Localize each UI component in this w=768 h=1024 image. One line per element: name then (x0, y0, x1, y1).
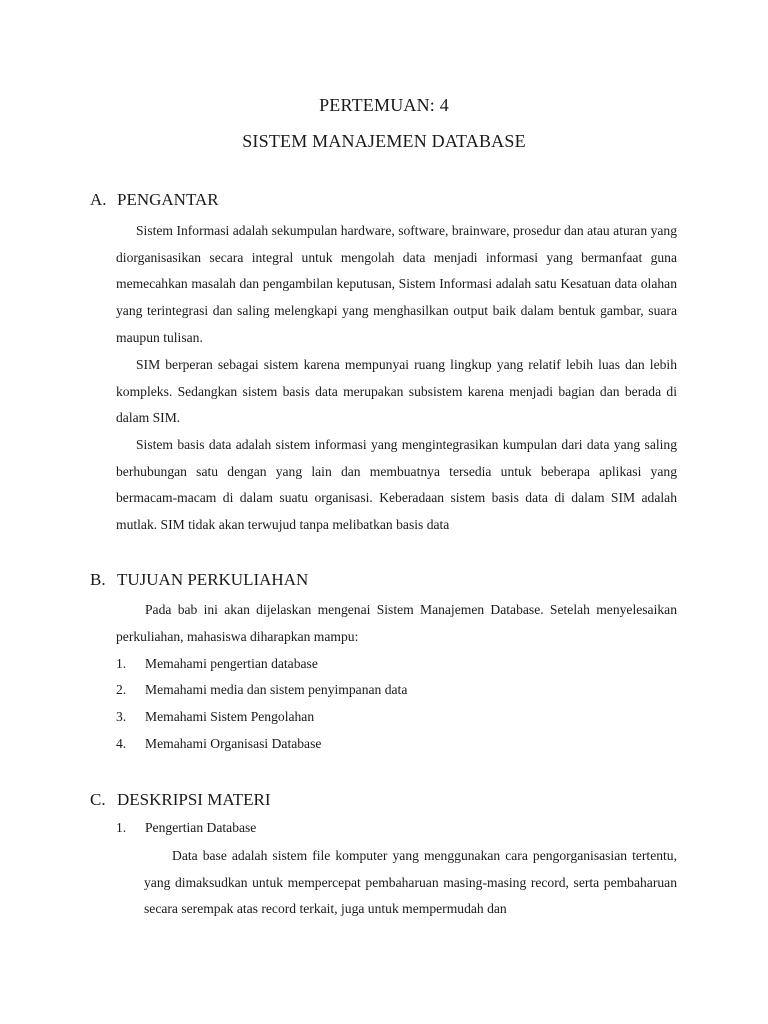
section-a-paragraph-2: SIM berperan sebagai sistem karena mempunyai ruang lingkup yang relatif lebih luas dan lebih kompleks. Sedangkan sistem basis data merupakan subsistem karena menjadi bagian dan berada di dalam SIM. (116, 357, 677, 426)
subsection-title: Pengertian Database (145, 820, 257, 835)
objective-item (116, 709, 314, 725)
subsection-1-heading (116, 820, 256, 836)
section-a-title: PENGANTAR (117, 190, 219, 209)
section-b-intro: Pada bab ini akan dijelaskan mengenai Sistem Manajemen Database. Setelah menyelesaikan perkuliahan, mahasiswa diharapkan mampu: (116, 602, 677, 644)
section-a-paragraph-1: Sistem Informasi adalah sekumpulan hardware, software, brainware, prosedur dan atau aturan yang diorganisasikan secara integral untuk mengolah data menjadi informasi yang bermanfaat guna memecahkan masalah dan pengambilan keputusan, Sistem Informasi adalah satu Kesatuan data olahan yang terintegrasi dan saling melengkapi yang menghasilkan output baik dalam bentuk gambar, suara maupun tulisan. (116, 223, 677, 345)
section-a-heading (90, 190, 219, 210)
section-b-title: TUJUAN PERKULIAHAN (117, 570, 309, 589)
subsection-number: 1. (116, 820, 127, 835)
section-a-letter: A. (90, 190, 107, 209)
objective-number: 3. (116, 709, 127, 724)
objective-number: 4. (116, 736, 127, 751)
objective-item (116, 682, 407, 698)
document-title-meeting: PERTEMUAN: 4 (319, 95, 449, 115)
objective-text: Memahami media dan sistem penyimpanan data (145, 682, 408, 697)
section-c-title: DESKRIPSI MATERI (117, 790, 271, 809)
subsection-1-paragraph: Data base adalah sistem file komputer yang menggunakan cara pengorganisasian tertentu, yang dimaksudkan untuk mempercepat pembaharuan masing-masing record, serta pembaharuan secara serempak atas record terkait, juga untuk mempermudah dan (144, 848, 677, 917)
section-c-heading (90, 790, 271, 810)
objective-item (116, 656, 318, 672)
objective-number: 1. (116, 656, 127, 671)
objective-number: 2. (116, 682, 127, 697)
document-title-subject: SISTEM MANAJEMEN DATABASE (242, 131, 526, 151)
objective-text: Memahami Organisasi Database (145, 736, 322, 751)
section-b-heading (90, 570, 308, 590)
section-a-paragraph-3: Sistem basis data adalah sistem informasi yang mengintegrasikan kumpulan dari data yang saling berhubungan satu dengan yang lain dan membuatnya tersedia untuk beberapa aplikasi yang bermacam-macam di dalam suatu organisasi. Keberadaan sistem basis data di dalam SIM adalah mutlak. SIM tidak akan terwujud tanpa melibatkan basis data (116, 437, 677, 533)
objective-item (116, 736, 321, 752)
objective-text: Memahami Sistem Pengolahan (145, 709, 315, 724)
section-c-letter: C. (90, 790, 106, 809)
objective-text: Memahami pengertian database (145, 656, 318, 671)
section-b-letter: B. (90, 570, 106, 589)
